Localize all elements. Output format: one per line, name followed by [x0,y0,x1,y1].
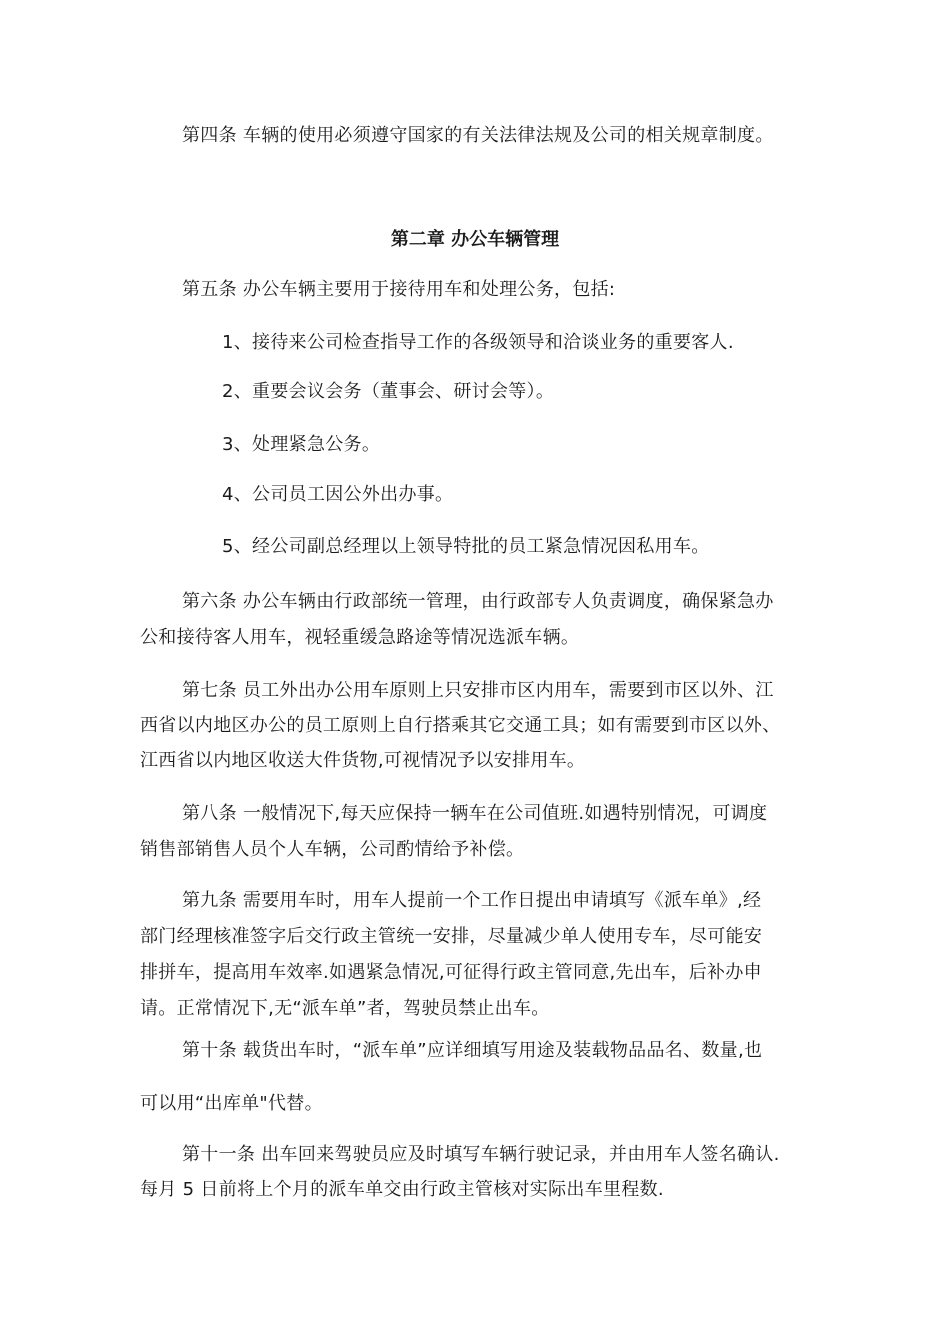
article-5-item-3: 3、处理紧急公务。 [222,434,381,455]
article-5-item-4: 4、公司员工因公外出办事。 [222,484,454,505]
article-5-item-5: 5、经公司副总经理以上领导特批的员工紧急情况因私用车。 [222,536,710,557]
article-7-line-2: 西省以内地区办公的员工原则上自行搭乘其它交通工具；如有需要到市区以外、 [140,715,781,736]
article-5-item-2: 2、重要会议会务（董事会、研讨会等）。 [222,381,555,402]
article-11-line-2: 每月 5 日前将上个月的派车单交由行政主管核对实际出车里程数. [140,1179,664,1200]
article-8-line-1: 第八条 一般情况下,每天应保持一辆车在公司值班.如遇特别情况，可调度 [182,803,768,824]
article-7-line-1: 第七条 员工外出办公用车原则上只安排市区内用车，需要到市区以外、江 [182,680,774,701]
article-8-line-2: 销售部销售人员个人车辆，公司酌情给予补偿。 [140,839,525,860]
article-9-line-3: 排拼车，提高用车效率.如遇紧急情况,可征得行政主管同意,先出车，后补办申 [140,962,762,983]
article-6-line-1: 第六条 办公车辆由行政部统一管理，由行政部专人负责调度，确保紧急办 [182,591,774,612]
article-5-item-1: 1、接待来公司检查指导工作的各级领导和洽谈业务的重要客人. [222,332,734,353]
article-5-intro: 第五条 办公车辆主要用于接待用车和处理公务，包括: [182,279,616,300]
article-6-line-2: 公和接待客人用车，视轻重缓急路途等情况选派车辆。 [140,627,580,648]
article-9-line-4: 请。正常情况下,无“派车单”者，驾驶员禁止出车。 [140,998,550,1019]
article-10-line-2: 可以用“出库单"代替。 [140,1093,323,1114]
article-9-line-1: 第九条 需要用车时，用车人提前一个工作日提出申请填写《派车单》,经 [182,890,762,911]
article-10-line-1: 第十条 载货出车时，“派车单”应详细填写用途及装载物品品名、数量,也 [182,1040,763,1061]
article-11-line-1: 第十一条 出车回来驾驶员应及时填写车辆行驶记录，并由用车人签名确认. [182,1144,780,1165]
article-4: 第四条 车辆的使用必须遵守国家的有关法律法规及公司的相关规章制度。 [182,125,774,146]
article-9-line-2: 部门经理核准签字后交行政主管统一安排，尽量减少单人使用专车，尽可能安 [140,926,763,947]
article-7-line-3: 江西省以内地区收送大件货物,可视情况予以安排用车。 [140,750,586,771]
article-10-line-1-clipped [140,1040,820,1070]
chapter-2-title: 第二章 办公车辆管理 [390,229,560,250]
